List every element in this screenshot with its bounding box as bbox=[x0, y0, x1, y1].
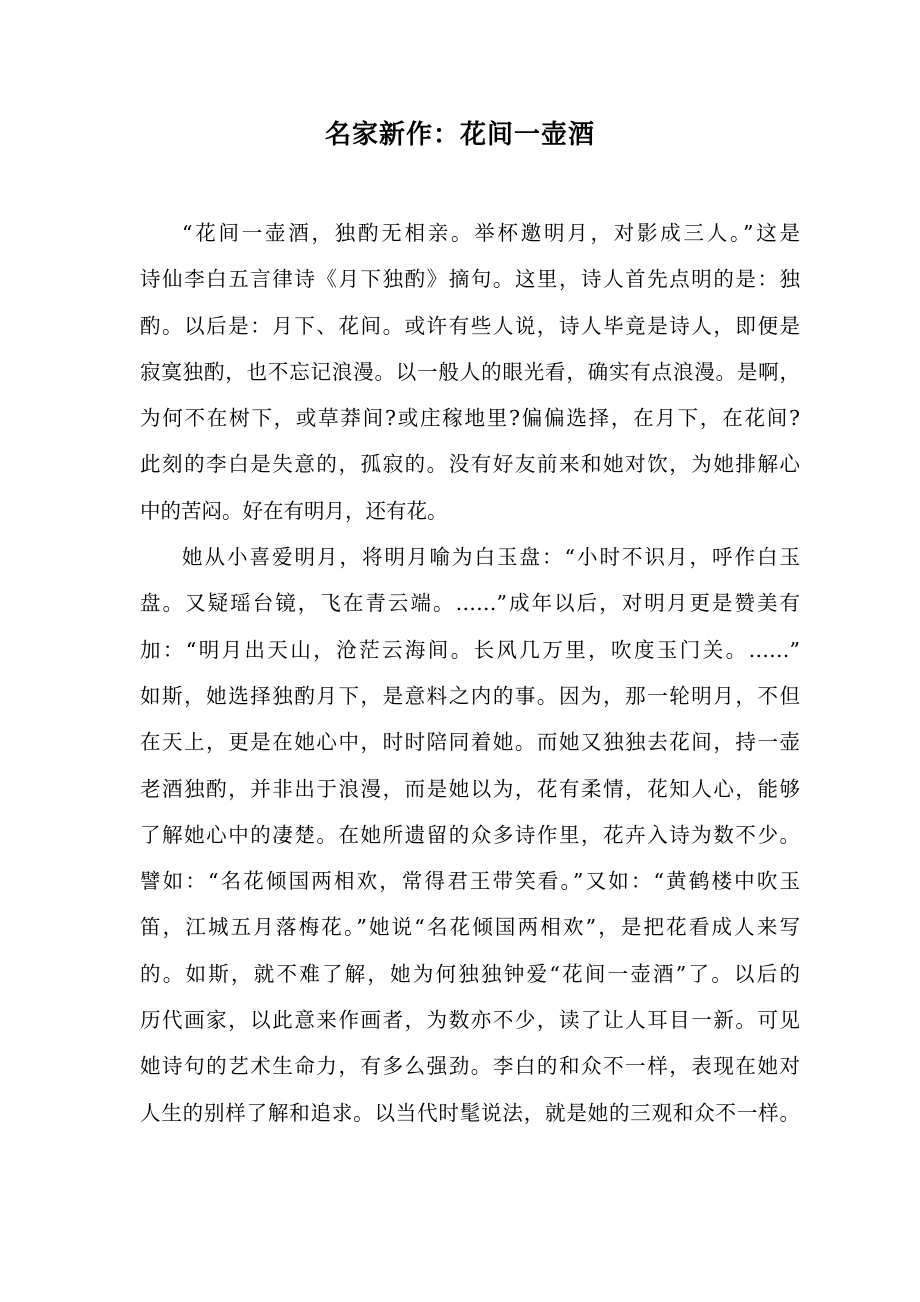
text-line: 酌。以后是：月下、花间。或许有些人说，诗人毕竟是诗人，即便是 bbox=[140, 313, 800, 338]
text-line: 中的苦闷。好在有明月，还有花。 bbox=[140, 498, 448, 523]
text-line: 如斯，她选择独酌月下，是意料之内的事。因为，那一轮明月，不但 bbox=[140, 683, 800, 708]
page-title: 名家新作：花间一壶酒 bbox=[324, 120, 595, 150]
text-line: “花间一壶酒，独酌无相亲。举杯邀明月，对影成三人。”这是 bbox=[182, 221, 800, 245]
text-line: 了解她心中的凄楚。在她所遗留的众多诗作里，花卉入诗为数不少。 bbox=[140, 822, 800, 847]
article-body bbox=[140, 210, 800, 1136]
text-line: 她诗句的艺术生命力，有多么强劲。李白的和众不一样，表现在她对 bbox=[140, 1054, 800, 1079]
text-line: 老酒独酌，并非出于浪漫，而是她以为，花有柔情，花知人心，能够 bbox=[140, 776, 800, 801]
text-line: 为何不在树下，或草莽间?或庄稼地里?偏偏选择，在月下，在花间? bbox=[140, 406, 800, 431]
text-line: 她从小喜爱明月，将明月喻为白玉盘：“小时不识月，呼作白玉 bbox=[182, 545, 800, 570]
text-line: 的。如斯，就不难了解，她为何独独钟爱“花间一壶酒”了。以后的 bbox=[140, 961, 800, 986]
text-line: 譬如：“名花倾国两相欢，常得君王带笑看。”又如：“黄鹤楼中吹玉 bbox=[140, 869, 800, 894]
text-line: 盘。又疑瑶台镜，飞在青云端。……”成年以后，对明月更是赞美有 bbox=[140, 591, 800, 616]
text-line: 此刻的李白是失意的，孤寂的。没有好友前来和她对饮，为她排解心 bbox=[140, 452, 800, 477]
text-line: 在天上，更是在她心中，时时陪同着她。而她又独独去花间，持一壶 bbox=[140, 730, 800, 755]
text-line: 寂寞独酌，也不忘记浪漫。以一般人的眼光看，确实有点浪漫。是啊， bbox=[140, 359, 800, 384]
text-line: 诗仙李白五言律诗《月下独酌》摘句。这里，诗人首先点明的是：独 bbox=[140, 267, 800, 292]
text-line: 笛，江城五月落梅花。”她说“名花倾国两相欢”，是把花看成人来写 bbox=[140, 915, 800, 940]
text-line: 历代画家，以此意来作画者，为数亦不少，读了让人耳目一新。可见 bbox=[140, 1008, 800, 1033]
text-line: 加：“明月出天山，沧茫云海间。长风几万里，吹度玉门关。……” bbox=[140, 637, 800, 662]
text-line: 人生的别样了解和追求。以当代时髦说法，就是她的三观和众不一样。 bbox=[140, 1100, 800, 1125]
